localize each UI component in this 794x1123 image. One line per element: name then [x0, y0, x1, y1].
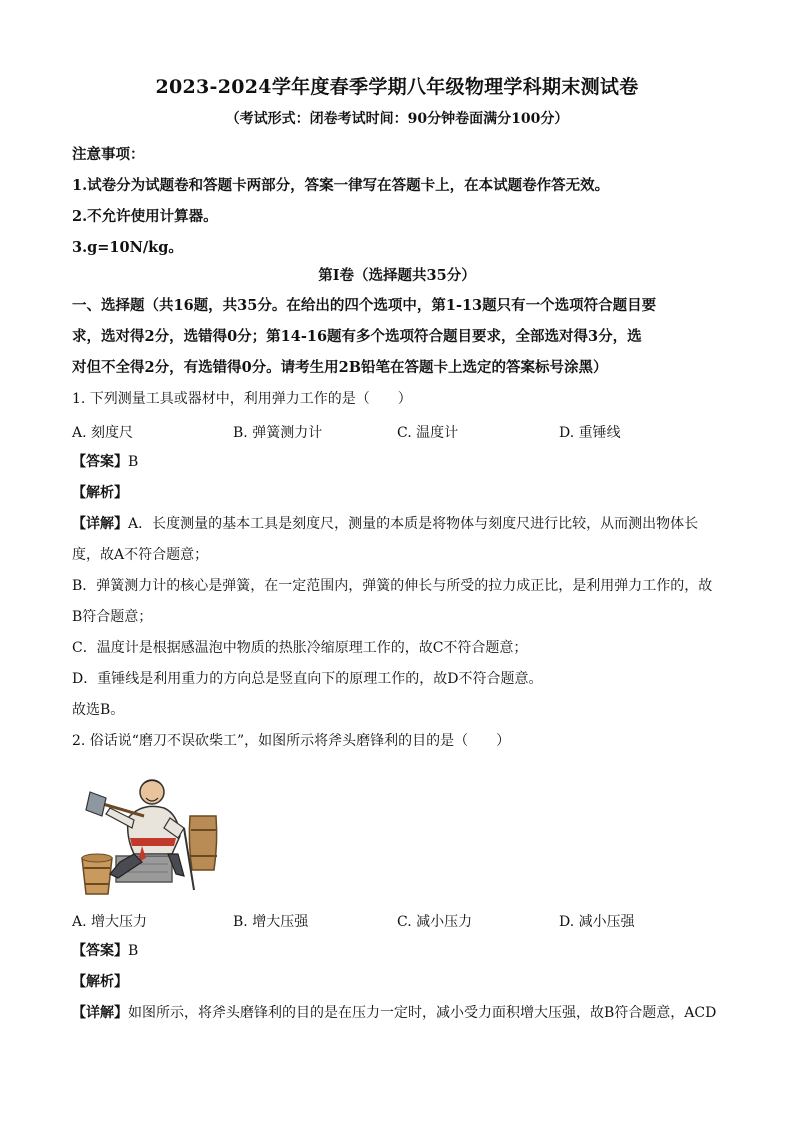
notes-heading: 注意事项：: [72, 146, 145, 163]
q1-answer: [72, 447, 722, 478]
exam-format-subtitle: （考试形式：闭卷考试时间：90分钟卷面满分100分）: [225, 111, 569, 127]
detail-text: A．长度测量的基本工具是刻度尺，测量的本质是将物体与刻度尺进行比较，从而测出物体长: [128, 516, 699, 532]
detail-line: 度，故A不符合题意；: [72, 547, 209, 563]
section-intro-line: 一、选择题（共16题，共35分。在给出的四个选项中，第1-13题只有一个选项符合题目要: [72, 297, 657, 314]
detail-line: 故选B。: [72, 702, 125, 718]
q1-analysis-tag: 【解析】: [72, 485, 128, 501]
q1-option-c: C. 温度计: [397, 425, 459, 441]
q1-option-b: B. 弹簧测力计: [233, 425, 323, 441]
answer-tag: 【答案】: [72, 454, 128, 470]
section-intro: [72, 290, 722, 383]
answer-tag: 【答案】: [72, 943, 128, 959]
detail-line: [72, 998, 722, 1029]
q2-option-b: B. 增大压强: [233, 914, 309, 930]
page-title: 2023-2024学年度春季学期八年级物理学科期末测试卷: [155, 76, 639, 98]
note-item-1: 1.试卷分为试题卷和答题卡两部分，答案一律写在答题卡上，在本试题卷作答无效。: [72, 177, 610, 194]
q2-analysis-tag: 【解析】: [72, 974, 128, 990]
answer-value: B: [128, 454, 139, 470]
q2-detail: [72, 998, 722, 1029]
q2-answer: [72, 936, 722, 967]
note-item-2: 2.不允许使用计算器。: [72, 208, 218, 225]
detail-line: B．弹簧测力计的核心是弹簧，在一定范围内，弹簧的伸长与所受的拉力成正比，是利用弹力工作的，故: [72, 578, 713, 594]
detail-line: B符合题意；: [72, 609, 153, 625]
q1-option-d: D. 重锤线: [559, 425, 621, 441]
detail-tag: 【详解】: [72, 1005, 128, 1021]
q2-option-d: D. 减小压强: [559, 914, 635, 930]
detail-line: [72, 509, 722, 540]
q1-detail: [72, 509, 722, 726]
answer-value: B: [128, 943, 139, 959]
q2-stem: 2. 俗话说“磨刀不误砍柴工”，如图所示将斧头磨锋利的目的是（ ）: [72, 733, 511, 749]
q2-option-c: C. 减小压力: [397, 914, 473, 930]
q1-stem: 1. 下列测量工具或器材中，利用弹力工作的是（ ）: [72, 391, 412, 407]
detail-tag: 【详解】: [72, 516, 128, 532]
detail-line: C．温度计是根据感温泡中物质的热胀冷缩原理工作的，故C不符合题意；: [72, 640, 528, 656]
section-intro-line: 求，选对得2分，选错得0分；第14-16题有多个选项符合题目要求，全部选对得3分，选: [72, 328, 642, 345]
q1-option-a: A. 刻度尺: [72, 425, 134, 441]
detail-line: D．重锤线是利用重力的方向总是竖直向下的原理工作的，故D不符合题意。: [72, 671, 543, 687]
note-item-3: 3.g=10N/kg。: [72, 239, 183, 256]
axe-sharpening-illustration: [72, 758, 232, 900]
section-title: 第Ⅰ卷（选择题共35分）: [318, 267, 476, 284]
detail-text: 如图所示，将斧头磨锋利的目的是在压力一定时，减小受力面积增大压强，故B符合题意，ACD: [128, 1005, 717, 1021]
q2-option-a: A. 增大压力: [72, 914, 148, 930]
section-intro-line: 对但不全得2分，有选错得0分。请考生用2B铅笔在答题卡上选定的答案标号涂黑）: [72, 359, 608, 376]
